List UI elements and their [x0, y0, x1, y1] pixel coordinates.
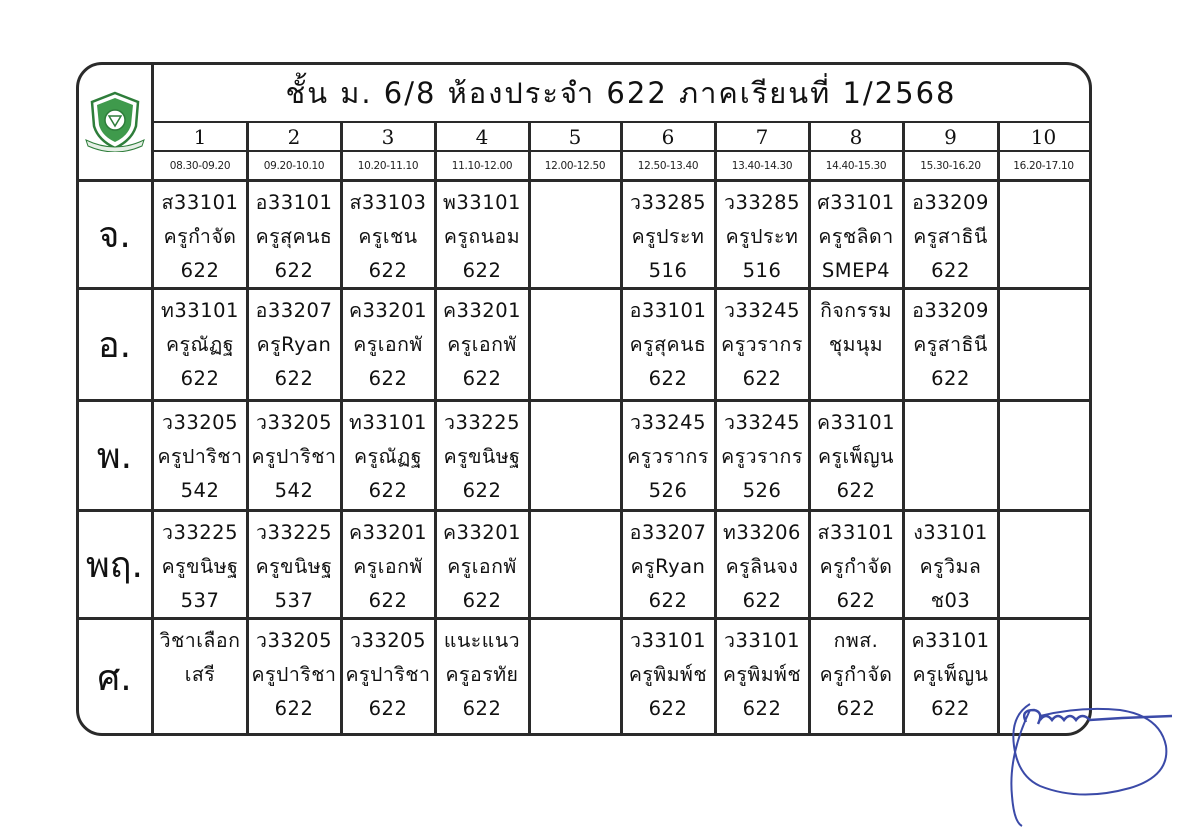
subject-code: ว33245: [724, 299, 800, 322]
class-slot: [153, 182, 247, 287]
class-slot: [247, 290, 341, 399]
period-time: 16.20-17.10: [1013, 159, 1074, 172]
subject-code: พ33101: [443, 191, 521, 214]
room-number: 622: [742, 589, 782, 612]
room-number: 622: [462, 479, 502, 502]
subject-code: ท33101: [349, 411, 427, 434]
teacher-name: ครูขนิษฐ: [255, 555, 333, 578]
teacher-name: ครูสุคนธ: [629, 333, 707, 356]
room-number: 622: [648, 589, 688, 612]
subject-code: ว33205: [162, 411, 238, 434]
class-slot: [903, 290, 998, 399]
subject-code: แนะแนว: [443, 629, 521, 652]
day-label: จ.: [98, 215, 131, 256]
class-slot: [529, 402, 621, 509]
class-slot: [809, 620, 903, 735]
class-slot: [529, 620, 621, 735]
room-number: 622: [462, 589, 502, 612]
room-number: 622: [274, 259, 314, 282]
school-logo: [84, 90, 146, 152]
period-time: 12.50-13.40: [637, 159, 699, 172]
class-slot: [809, 512, 903, 617]
teacher-name: ครูRyan: [256, 333, 332, 356]
period-time: 14.40-15.30: [825, 159, 887, 172]
room-number: 542: [180, 479, 220, 502]
subject-code: ค33101: [911, 629, 990, 652]
class-slot: [621, 290, 715, 399]
subject-code: ค33201: [442, 299, 522, 322]
subject-code: ส33101: [161, 191, 239, 214]
room-number: 622: [274, 367, 314, 390]
class-slot: [809, 402, 903, 509]
subject-code: ว33205: [350, 629, 426, 652]
day-label: อ.: [97, 325, 132, 366]
teacher-name: ครูประท: [631, 225, 705, 248]
period-time: 12.00-12.50: [544, 159, 606, 172]
teacher-name: ครูอรทัย: [445, 663, 519, 686]
class-slot: [621, 620, 715, 735]
class-slot: [998, 182, 1089, 287]
period-time: 09.20-10.10: [263, 159, 325, 172]
subject-code: ว33225: [256, 521, 332, 544]
room-number: 622: [368, 697, 408, 720]
day-label: ศ.: [97, 658, 132, 699]
class-slot: [998, 512, 1089, 617]
teacher-name: ครูณัฏฐ: [166, 333, 234, 356]
subject-code: ค33201: [348, 299, 428, 322]
period-number: 1: [193, 124, 207, 149]
subject-code: ว33101: [630, 629, 706, 652]
teacher-name: ครูปาริชา: [251, 445, 337, 468]
class-slot: [715, 402, 809, 509]
teacher-name: ครูพิมพ์ช: [722, 663, 802, 686]
room-number: 622: [180, 367, 220, 390]
room-number: 622: [368, 589, 408, 612]
room-number: 622: [274, 697, 314, 720]
class-slot: [341, 290, 435, 399]
period-number: 2: [287, 124, 301, 149]
class-slot: [435, 620, 529, 735]
room-number: 622: [836, 589, 876, 612]
subject-code: ว33101: [724, 629, 800, 652]
room-number: 622: [931, 367, 970, 390]
class-slot: [247, 182, 341, 287]
period-time: 10.20-11.10: [357, 159, 419, 172]
class-slot: [715, 290, 809, 399]
class-slot: [903, 512, 998, 617]
teacher-name: เสรี: [184, 663, 216, 686]
class-slot: [621, 182, 715, 287]
teacher-name: ครูปาริชา: [157, 445, 243, 468]
subject-code: ค33101: [816, 411, 896, 434]
subject-code: กพส.: [833, 629, 879, 652]
teacher-name: ครูสาธินี: [913, 225, 988, 248]
class-slot: [435, 512, 529, 617]
subject-code: อ33209: [912, 191, 989, 214]
class-slot: [247, 512, 341, 617]
class-slot: [341, 512, 435, 617]
subject-code: ว33285: [724, 191, 800, 214]
room-number: ช03: [930, 589, 971, 612]
room-number: 622: [742, 367, 782, 390]
class-slot: [341, 182, 435, 287]
room-number: 622: [180, 259, 220, 282]
subject-code: กิจกรรม: [820, 299, 892, 322]
room-number: 622: [462, 697, 502, 720]
class-slot: [903, 620, 998, 735]
room-number: 622: [931, 697, 970, 720]
class-slot: [341, 402, 435, 509]
subject-code: อ33101: [255, 191, 333, 214]
class-slot: [809, 182, 903, 287]
subject-code: ท33206: [723, 521, 801, 544]
teacher-name: ครูเพ็ญน: [912, 663, 989, 686]
class-slot: [903, 402, 998, 509]
class-slot: [153, 620, 247, 735]
period-time: 13.40-14.30: [731, 159, 793, 172]
period-number: 10: [1030, 124, 1057, 149]
class-slot: [435, 182, 529, 287]
subject-code: ส33101: [817, 521, 895, 544]
class-slot: [529, 290, 621, 399]
class-slot: [529, 512, 621, 617]
period-number: 7: [755, 124, 769, 149]
class-slot: [809, 290, 903, 399]
class-slot: [715, 620, 809, 735]
room-number: 622: [648, 367, 688, 390]
subject-code: ง33101: [913, 521, 988, 544]
teacher-name: ครูกำจัด: [819, 663, 893, 686]
class-slot: [715, 182, 809, 287]
room-number: 622: [462, 367, 502, 390]
period-time: 15.30-16.20: [920, 159, 981, 172]
subject-code: ค33201: [348, 521, 428, 544]
room-number: 622: [742, 697, 782, 720]
teacher-name: ชุมนุม: [828, 333, 884, 356]
teacher-name: ครูเอกพั: [353, 555, 423, 578]
class-slot: [153, 290, 247, 399]
subject-code: อ33101: [629, 299, 707, 322]
period-time: 11.10-12.00: [451, 159, 513, 172]
subject-code: ศ33101: [817, 191, 895, 214]
teacher-name: ครูกำจัด: [819, 555, 893, 578]
room-number: SMEP4: [821, 259, 891, 282]
subject-code: อ33207: [255, 299, 333, 322]
class-slot: [247, 402, 341, 509]
subject-code: ว33245: [724, 411, 800, 434]
room-number: 622: [648, 697, 688, 720]
class-slot: [621, 402, 715, 509]
room-number: 542: [274, 479, 314, 502]
subject-code: อ33209: [912, 299, 989, 322]
signature-icon: [1000, 676, 1182, 827]
teacher-name: ครูสุคนธ: [255, 225, 333, 248]
teacher-name: ครูเชน: [358, 225, 418, 248]
class-slot: [153, 402, 247, 509]
day-label: พฤ.: [86, 545, 143, 586]
subject-code: ว33225: [162, 521, 238, 544]
teacher-name: ครูถนอม: [443, 225, 521, 248]
subject-code: ว33285: [630, 191, 706, 214]
teacher-name: ครูพิมพ์ช: [628, 663, 708, 686]
class-slot: [621, 512, 715, 617]
teacher-name: ครูเอกพั: [447, 555, 517, 578]
room-number: 516: [648, 259, 688, 282]
room-number: 622: [836, 697, 876, 720]
class-slot: [341, 620, 435, 735]
class-slot: [435, 402, 529, 509]
class-slot: [998, 402, 1089, 509]
period-number: 5: [568, 124, 582, 149]
subject-code: ว33225: [444, 411, 520, 434]
class-slot: [153, 512, 247, 617]
subject-code: วิชาเลือก: [159, 629, 241, 652]
room-number: 622: [462, 259, 502, 282]
subject-code: ส33103: [349, 191, 427, 214]
teacher-name: ครูประท: [725, 225, 799, 248]
period-number: 4: [475, 124, 489, 149]
period-number: 3: [381, 124, 395, 149]
teacher-name: ครูชลิดา: [818, 225, 894, 248]
period-number: 8: [849, 124, 863, 149]
room-number: 622: [368, 259, 408, 282]
teacher-name: ครูวรากร: [721, 445, 803, 468]
subject-code: ว33205: [256, 629, 332, 652]
teacher-name: ครูเพ็ญน: [818, 445, 894, 468]
teacher-name: ครูลินจง: [725, 555, 799, 578]
room-number: 537: [274, 589, 314, 612]
teacher-name: ครูสาธินี: [913, 333, 988, 356]
teacher-name: ครูเอกพั: [353, 333, 423, 356]
class-slot: [435, 290, 529, 399]
class-slot: [247, 620, 341, 735]
subject-code: ว33205: [256, 411, 332, 434]
room-number: 622: [368, 367, 408, 390]
subject-code: ท33101: [161, 299, 239, 322]
room-number: 622: [368, 479, 408, 502]
day-label: พ.: [96, 436, 133, 477]
teacher-name: ครูขนิษฐ: [161, 555, 239, 578]
room-number: 516: [742, 259, 782, 282]
teacher-name: ครูขนิษฐ: [443, 445, 521, 468]
subject-code: ว33245: [630, 411, 706, 434]
class-slot: [529, 182, 621, 287]
room-number: 622: [931, 259, 970, 282]
period-number: 9: [944, 124, 957, 149]
teacher-name: ครูกำจัด: [163, 225, 237, 248]
teacher-name: ครูปาริชา: [345, 663, 431, 686]
room-number: 622: [836, 479, 876, 502]
page-title: ชั้น ม. 6/8 ห้องประจำ 622 ภาคเรียนที่ 1/2568: [285, 76, 957, 110]
class-slot: [903, 182, 998, 287]
room-number: 526: [648, 479, 688, 502]
period-number: 6: [661, 124, 675, 149]
teacher-name: ครูปาริชา: [251, 663, 337, 686]
teacher-name: ครูวรากร: [627, 445, 709, 468]
teacher-name: ครูRyan: [630, 555, 706, 578]
teacher-name: ครูวรากร: [721, 333, 803, 356]
room-number: 526: [742, 479, 782, 502]
teacher-name: ครูวิมล: [919, 555, 982, 578]
subject-code: อ33207: [629, 521, 707, 544]
room-number: 537: [180, 589, 220, 612]
class-slot: [998, 290, 1089, 399]
teacher-name: ครูเอกพั: [447, 333, 517, 356]
subject-code: ค33201: [442, 521, 522, 544]
class-slot: [715, 512, 809, 617]
period-time: 08.30-09.20: [169, 159, 231, 172]
teacher-name: ครูณัฏฐ: [354, 445, 422, 468]
